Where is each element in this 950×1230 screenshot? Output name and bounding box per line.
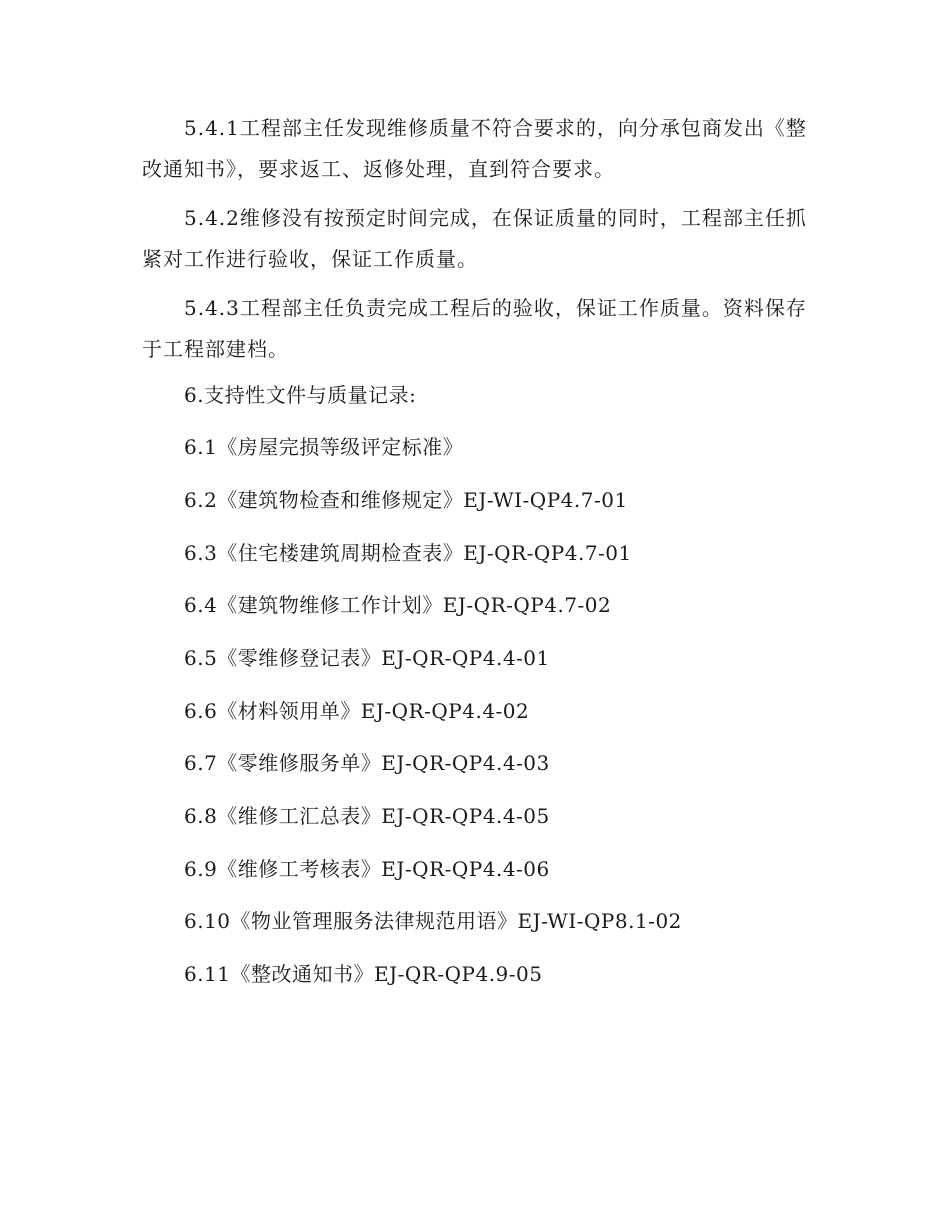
list-item: 6.4《建筑物维修工作计划》EJ-QR-QP4.7-02 bbox=[184, 593, 612, 617]
list-item: 6.1《房屋完损等级评定标准》 bbox=[184, 435, 464, 459]
paragraph-5-4-3: 5.4.3工程部主任负责完成工程后的验收，保证工作质量。资料保存于工程部建档。 bbox=[142, 296, 807, 361]
section-heading: 6.支持性文件与质量记录: bbox=[184, 383, 417, 407]
list-item: 6.5《零维修登记表》EJ-QR-QP4.4-01 bbox=[184, 646, 550, 670]
list-item: 6.3《住宅楼建筑周期检查表》EJ-QR-QP4.7-01 bbox=[184, 541, 632, 565]
list-item: 6.10《物业管理服务法律规范用语》EJ-WI-QP8.1-02 bbox=[184, 909, 682, 933]
list-item: 6.11《整改通知书》EJ-QR-QP4.9-05 bbox=[184, 962, 543, 986]
paragraph-5-4-2: 5.4.2维修没有按预定时间完成，在保证质量的同时，工程部主任抓紧对工作进行验收，保证工作质量。 bbox=[142, 206, 807, 271]
paragraph-5-4-1: 5.4.1工程部主任发现维修质量不符合要求的，向分承包商发出《整改通知书》，要求返工、返修处理，直到符合要求。 bbox=[142, 116, 807, 181]
list-item: 6.2《建筑物检查和维修规定》EJ-WI-QP4.7-01 bbox=[184, 488, 628, 512]
list-item: 6.9《维修工考核表》EJ-QR-QP4.4-06 bbox=[184, 857, 550, 881]
list-item: 6.8《维修工汇总表》EJ-QR-QP4.4-05 bbox=[184, 804, 550, 828]
list-item: 6.7《零维修服务单》EJ-QR-QP4.4-03 bbox=[184, 751, 550, 775]
list-item: 6.6《材料领用单》EJ-QR-QP4.4-02 bbox=[184, 699, 530, 723]
